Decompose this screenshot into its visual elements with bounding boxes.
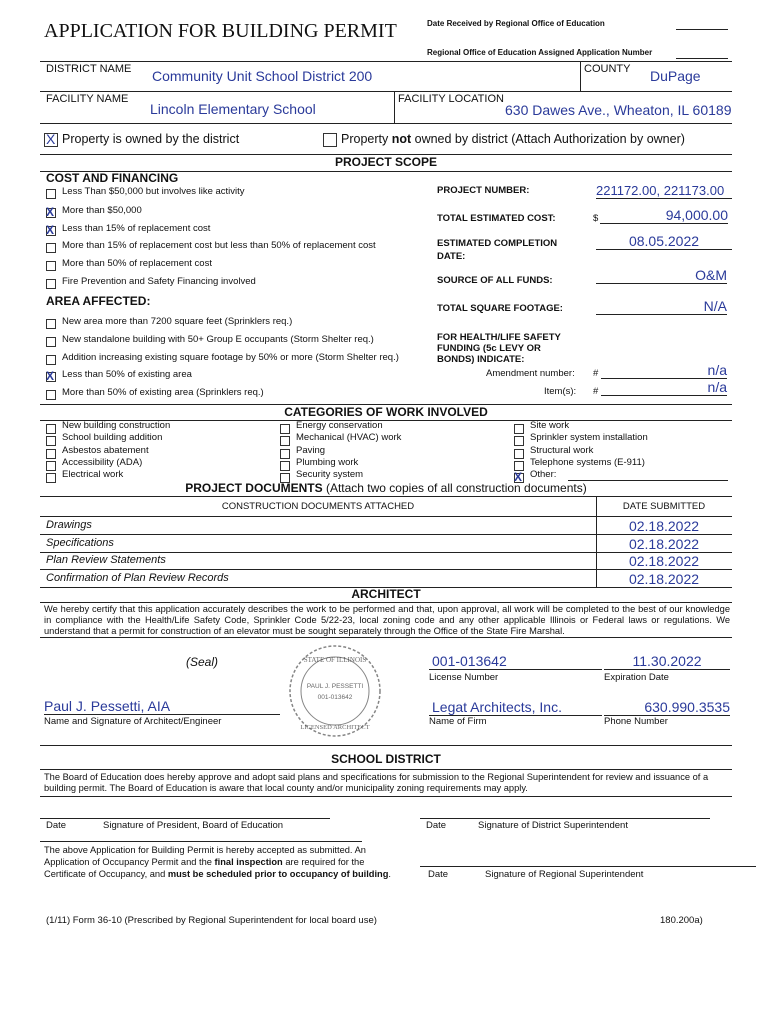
- architect-heading: ARCHITECT: [351, 587, 421, 601]
- category-label: Site work: [530, 420, 570, 431]
- regional-signature-label: Signature of Regional Superintendent: [485, 869, 644, 880]
- architect-seal-image: [280, 643, 390, 739]
- area-option[interactable]: More than 50% of existing area (Sprinklers req.): [62, 387, 264, 398]
- document-date[interactable]: 02.18.2022: [628, 570, 700, 587]
- project-number-label: PROJECT NUMBER:: [437, 185, 530, 196]
- category-label: Asbestos abatement: [62, 445, 149, 456]
- category-label: New building construction: [62, 420, 171, 431]
- area-option[interactable]: Less than 50% of existing area: [62, 369, 192, 380]
- items-label: Item(s):: [544, 386, 577, 397]
- area-option-checkbox[interactable]: [46, 319, 56, 329]
- category-label: Security system: [296, 469, 364, 480]
- not-owned-checkbox[interactable]: [323, 133, 337, 147]
- facility-name-field[interactable]: Lincoln Elementary School: [150, 101, 316, 117]
- document-name: Plan Review Statements: [46, 554, 166, 566]
- documents-col-left: CONSTRUCTION DOCUMENTS ATTACHED: [221, 501, 415, 512]
- not-owned-label: Property not owned by district (Attach Authorization by owner): [341, 132, 685, 146]
- date-received-label: Date Received by Regional Office of Education: [427, 19, 605, 28]
- area-option-checkbox[interactable]: [46, 372, 56, 382]
- county-label: COUNTY: [584, 63, 631, 75]
- project-scope-heading: PROJECT SCOPE: [334, 155, 438, 169]
- superintendent-signature-label: Signature of District Superintendent: [478, 820, 628, 831]
- area-option-checkbox[interactable]: [46, 390, 56, 400]
- seal-label: (Seal): [186, 655, 219, 669]
- phone-field[interactable]: 630.990.3535: [604, 699, 730, 716]
- superintendent-date-label: Date: [426, 820, 447, 831]
- category-checkbox[interactable]: [280, 436, 290, 446]
- facility-location-field[interactable]: 630 Dawes Ave., Wheaton, IL 60189: [505, 102, 732, 118]
- form-footer-code: 180.200a): [660, 915, 703, 926]
- owned-label: Property is owned by the district: [62, 132, 240, 146]
- area-option[interactable]: Addition increasing existing square footage by 50% or more (Storm Shelter req.): [62, 352, 399, 363]
- category-checkbox[interactable]: [514, 424, 524, 434]
- architect-name-label: Name and Signature of Architect/Engineer: [44, 716, 222, 727]
- seal-text-number: 001-013642: [317, 694, 353, 701]
- category-label: Structural work: [530, 445, 594, 456]
- architect-certify-text: We hereby certify that this application accurately describes the work to be performed and that, upon approval, all work will be completed to the best of our knowledge in compliance with the Health/Life Safety Code, Sprinkler Code 5/22-23, local zoning code and any other applicable Illinois or Federal laws or regulations. We understand that a permit for construction of an elevator must be sought separately through the Office of the State Fire Marshal.: [44, 604, 730, 636]
- county-field[interactable]: DuPage: [650, 68, 701, 84]
- amendment-field[interactable]: n/a: [601, 362, 727, 379]
- category-label: Energy conservation: [296, 420, 383, 431]
- form-footer-text: (1/11) Form 36-10 (Prescribed by Regional Superintendent for local board use): [46, 915, 377, 926]
- document-name: Specifications: [46, 536, 114, 549]
- cost-option-checkbox[interactable]: [46, 208, 56, 218]
- cost-option-checkbox[interactable]: [46, 243, 56, 253]
- project-number-field[interactable]: 221172.00, 221173.00: [596, 183, 732, 199]
- facility-location-label: FACILITY LOCATION: [398, 93, 504, 105]
- category-checkbox[interactable]: [514, 449, 524, 459]
- document-name: Drawings: [46, 519, 92, 531]
- cost-option-checkbox[interactable]: [46, 279, 56, 289]
- district-name-label: DISTRICT NAME: [46, 63, 132, 75]
- cost-option[interactable]: Fire Prevention and Safety Financing involved: [62, 276, 256, 287]
- owned-checkbox[interactable]: X: [44, 133, 58, 147]
- category-checkbox[interactable]: [280, 424, 290, 434]
- category-label: Mechanical (HVAC) work: [296, 432, 402, 443]
- amendment-hash: #: [593, 368, 599, 379]
- items-hash: #: [593, 386, 599, 397]
- amendment-label: Amendment number:: [486, 368, 575, 379]
- seal-text-bottom: LICENSED ARCHITECT: [300, 724, 370, 731]
- area-option-checkbox[interactable]: [46, 355, 56, 365]
- category-label: Other:: [530, 469, 557, 480]
- category-label: School building addition: [62, 432, 163, 443]
- total-cost-field[interactable]: 94,000.00: [600, 207, 728, 224]
- superintendent-signature-line[interactable]: [420, 818, 710, 819]
- license-number-label: License Number: [429, 672, 499, 683]
- date-received-field[interactable]: [676, 29, 728, 30]
- cost-option-checkbox[interactable]: [46, 261, 56, 271]
- page-title: APPLICATION FOR BUILDING PERMIT: [44, 20, 397, 42]
- items-field[interactable]: n/a: [601, 379, 727, 396]
- school-district-heading: SCHOOL DISTRICT: [331, 752, 441, 766]
- firm-name-label: Name of Firm: [429, 716, 487, 727]
- health-label: FOR HEALTH/LIFE SAFETY FUNDING (5c LEVY OR BONDS) INDICATE:: [437, 332, 561, 365]
- category-label: Plumbing work: [296, 457, 359, 468]
- category-label: Paving: [296, 445, 326, 456]
- category-checkbox[interactable]: [46, 449, 56, 459]
- app-number-field[interactable]: [676, 58, 728, 59]
- firm-name-field[interactable]: Legat Architects, Inc.: [429, 699, 602, 716]
- document-date[interactable]: 02.18.2022: [628, 553, 700, 569]
- phone-label: Phone Number: [604, 716, 668, 727]
- acceptance-text: The above Application for Building Permit is hereby accepted as submitted. An Application of Occupancy Permit and the final inspection are required for the Certificate of Occupancy, and must be scheduled prior to occupancy of building.: [44, 845, 392, 879]
- area-heading: AREA AFFECTED:: [46, 294, 151, 308]
- category-checkbox[interactable]: [46, 461, 56, 471]
- total-cost-label: TOTAL ESTIMATED COST:: [437, 213, 556, 224]
- category-label: Telephone systems (E-911): [530, 457, 645, 468]
- cost-option-checkbox[interactable]: [46, 189, 56, 199]
- category-checkbox[interactable]: [46, 436, 56, 446]
- cost-option[interactable]: More than $50,000: [62, 205, 142, 216]
- cost-option[interactable]: Less than 15% of replacement cost: [62, 223, 211, 234]
- seal-text-top: STATE OF ILLINOIS: [303, 656, 367, 664]
- president-date-label: Date: [46, 820, 67, 831]
- president-signature-line[interactable]: [40, 818, 330, 819]
- cost-option[interactable]: Less Than $50,000 but involves like activity: [62, 186, 245, 197]
- cost-option[interactable]: More than 50% of replacement cost: [62, 258, 212, 269]
- regional-date-label: Date: [428, 869, 449, 880]
- architect-name-field[interactable]: Paul J. Pessetti, AIA: [44, 698, 280, 715]
- sqft-field[interactable]: N/A: [596, 298, 727, 315]
- funds-field[interactable]: O&M: [596, 267, 727, 284]
- completion-date-field[interactable]: 08.05.2022: [596, 233, 732, 250]
- cost-option[interactable]: More than 15% of replacement cost but less than 50% of replacement cost: [62, 240, 376, 251]
- category-label: Accessibility (ADA): [62, 457, 143, 468]
- board-approve-text: The Board of Education does hereby approve and adopt said plans and specifications for submission to the Regional Superintendent for review and issuance of a building permit. The Board of Education is aware that local county and/or municipality zoning requirements may apply.: [44, 772, 709, 793]
- document-date[interactable]: 02.18.2022: [628, 535, 700, 552]
- category-checkbox[interactable]: [280, 449, 290, 459]
- cost-option-checkbox[interactable]: [46, 226, 56, 236]
- facility-name-label: FACILITY NAME: [46, 93, 129, 105]
- sqft-label: TOTAL SQUARE FOOTAGE:: [437, 303, 563, 314]
- category-label: Sprinkler system installation: [530, 432, 648, 443]
- expiration-date-label: Expiration Date: [604, 672, 669, 683]
- regional-signature-line[interactable]: [420, 866, 756, 867]
- documents-col-right: DATE SUBMITTED: [622, 501, 706, 512]
- district-name-field[interactable]: Community Unit School District 200: [152, 68, 373, 84]
- category-label: Electrical work: [62, 469, 124, 480]
- category-checkbox[interactable]: [514, 436, 524, 446]
- completion-label: ESTIMATED COMPLETION DATE:: [437, 238, 558, 262]
- seal-text-name: PAUL J. PESSETTI: [306, 683, 364, 690]
- license-number-field[interactable]: 001-013642: [429, 653, 602, 670]
- categories-heading: CATEGORIES OF WORK INVOLVED: [284, 405, 488, 419]
- area-option-checkbox[interactable]: [46, 337, 56, 347]
- documents-heading: PROJECT DOCUMENTS (Attach two copies of all construction documents): [185, 481, 587, 495]
- document-date[interactable]: 02.18.2022: [628, 518, 700, 534]
- area-option[interactable]: New standalone building with 50+ Group E occupants (Storm Shelter req.): [62, 334, 374, 345]
- funds-label: SOURCE OF ALL FUNDS:: [437, 275, 553, 286]
- dollar-sign: $: [593, 213, 599, 224]
- president-signature-label: Signature of President, Board of Education: [103, 820, 284, 831]
- expiration-date-field[interactable]: 11.30.2022: [604, 653, 730, 670]
- area-option[interactable]: New area more than 7200 square feet (Sprinklers req.): [62, 316, 293, 327]
- cost-heading: COST AND FINANCING: [46, 171, 179, 185]
- app-number-label: Regional Office of Education Assigned Application Number: [427, 48, 653, 57]
- document-name: Confirmation of Plan Review Records: [46, 571, 229, 584]
- category-checkbox[interactable]: [280, 461, 290, 471]
- category-checkbox[interactable]: [46, 424, 56, 434]
